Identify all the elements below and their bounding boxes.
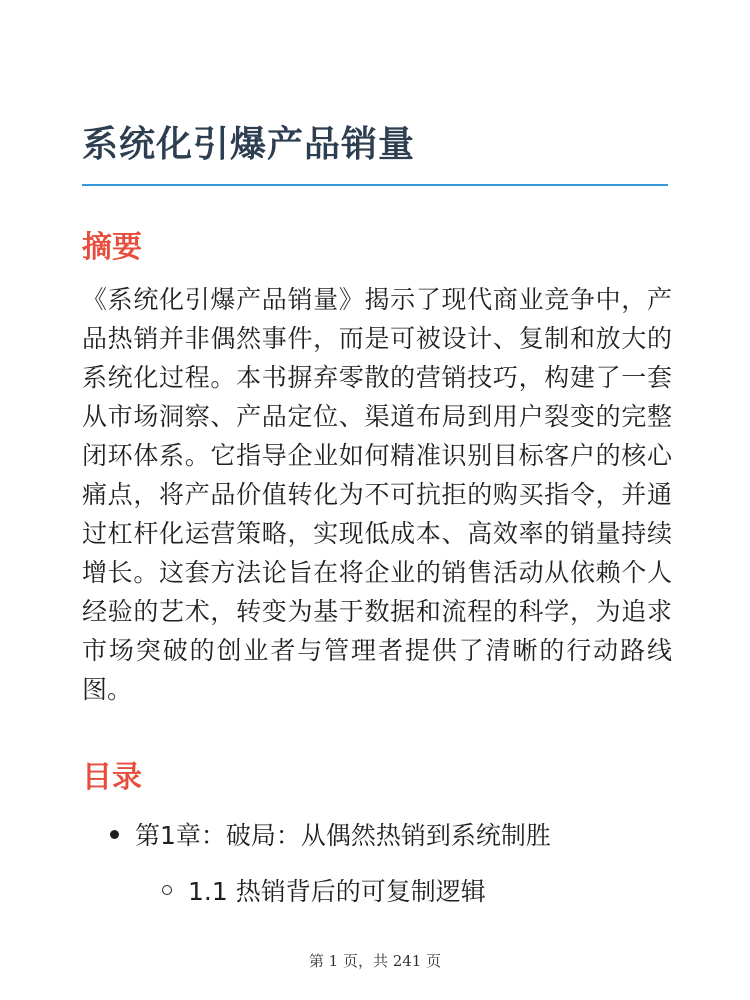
toc-heading: 目录 xyxy=(82,760,142,795)
abstract-paragraph: 《系统化引爆产品销量》揭示了现代商业竞争中，产品热销并非偶然事件，而是可被设计、复制和放大的系统化过程。本书摒弃零散的营销技巧，构建了一套从市场洞察、产品定位、渠道布局到用户裂变的完整闭环体系。它指导企业如何精准识别目标客户的核心痛点，将产品价值转化为不可抗拒的购买指令，并通过杠杆化运营策略，实现低成本、高效率的销量持续增长。这套方法论旨在将企业的销售活动从依赖个人经验的艺术，转变为基于数据和流程的科学，为追求市场突破的创业者与管理者提供了清晰的行动路线图。 xyxy=(82,285,672,704)
document-title: 系统化引爆产品销量 xyxy=(82,124,416,165)
title-divider xyxy=(82,184,668,186)
toc-item-label: 1.1 热销背后的可复制逻辑 xyxy=(188,877,486,906)
bullet-circle-icon xyxy=(162,885,172,895)
toc-item-chapter-1[interactable] xyxy=(110,816,551,852)
abstract-heading: 摘要 xyxy=(82,230,142,265)
page-number: 第 1 页，共 241 页 xyxy=(308,952,442,970)
bullet-dot-icon xyxy=(110,830,119,839)
toc-item-section-1-1[interactable] xyxy=(162,872,486,908)
toc-item-label: 第1章：破局：从偶然热销到系统制胜 xyxy=(135,821,551,850)
